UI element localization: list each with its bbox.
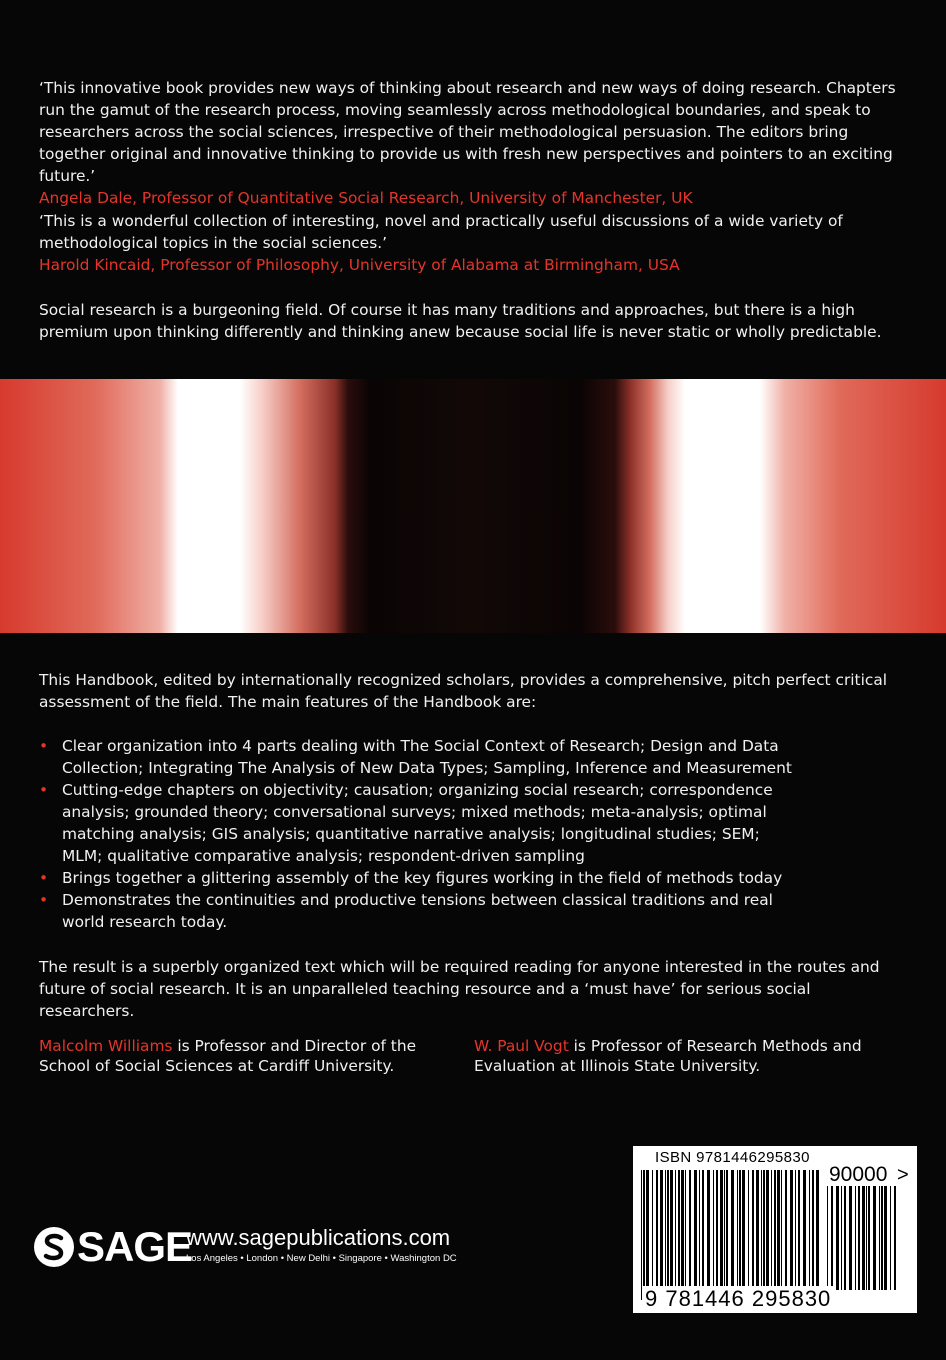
list-item: • Cutting-edge chapters on objectivity; causation; organizing social research; correspondence analysis; grounded theory; conversational surveys; mixed methods; meta-analysis; optimal matching analysis; GIS analysis; quantitative narrative analysis; longitudinal studies; SEM; MLM; qualitative comparative analysis; respondent-driven sampling [39, 781, 773, 865]
barcode-bar [785, 1170, 787, 1300]
editor-bio-williams [39, 1036, 434, 1076]
quote-attribution: Harold Kincaid, Professor of Philosophy, University of Alabama at Birmingham, USA [39, 256, 680, 274]
barcode-bar [827, 1186, 828, 1290]
barcode-bar [790, 1170, 793, 1300]
barcode-bar [771, 1170, 772, 1300]
barcode-bar [858, 1186, 860, 1290]
addon-price-code: 90000 [829, 1163, 888, 1186]
editor-bio-text: is Professor of Research Methods and Evaluation at Illinois State University. [474, 1037, 862, 1075]
barcode-bar [756, 1170, 759, 1300]
barcode-bar [881, 1186, 883, 1290]
barcode-bar [716, 1170, 718, 1300]
editor-name: W. Paul Vogt [474, 1037, 569, 1055]
list-item: • Demonstrates the continuities and productive tensions between classical traditions and real world research today. [39, 891, 773, 931]
light-band-image [0, 379, 946, 633]
addon-barcode-bars [827, 1186, 897, 1290]
barcode-bar [803, 1170, 806, 1300]
isbn-label: ISBN 9781446295830 [655, 1149, 810, 1166]
publisher-cities: Los Angeles • London • New Delhi • Singapore • Washington DC [186, 1253, 457, 1264]
barcode-bar [763, 1170, 765, 1300]
barcode-bar [665, 1170, 666, 1300]
barcode-bar [812, 1170, 814, 1300]
barcode-bar [737, 1170, 738, 1300]
logo-wordmark: SAGE [77, 1223, 193, 1270]
barcode-bar [841, 1186, 842, 1290]
quote-attribution: Angela Dale, Professor of Quantitative Social Research, University of Manchester, UK [39, 189, 693, 207]
barcode-bar [844, 1186, 846, 1290]
barcode-bar [748, 1170, 749, 1300]
barcode-bar [849, 1186, 852, 1290]
barcode-bar [862, 1186, 865, 1290]
barcode-bar [795, 1170, 796, 1300]
barcode-bar [868, 1186, 870, 1290]
barcode-bar [699, 1170, 700, 1300]
barcode-bar [726, 1170, 728, 1300]
barcode-bar [742, 1170, 745, 1300]
bullet-icon: • [39, 737, 49, 755]
barcode-bar [866, 1186, 867, 1290]
barcode-bar [781, 1170, 782, 1300]
barcode-bar [681, 1170, 684, 1300]
barcode-bar [879, 1186, 880, 1290]
barcode-bar [766, 1170, 769, 1300]
addon-arrow-icon: > [897, 1164, 909, 1186]
barcode-bar [646, 1170, 649, 1300]
barcode-bar [643, 1170, 645, 1300]
ean-digits: 9 781446 295830 [645, 1286, 832, 1311]
publisher-site [186, 1226, 457, 1264]
list-item: • Brings together a glittering assembly of the key figures working in the field of methods today [39, 869, 783, 887]
endorsement-quote-2 [39, 210, 907, 276]
barcode-bar [675, 1170, 676, 1300]
intro-paragraph: Social research is a burgeoning field. Of course it has many traditions and approaches, but there is a high premium upon thinking differently and thinking anew because social life is never static or wholly predictable. [39, 301, 882, 341]
bullet-icon: • [39, 869, 49, 887]
sage-circle-s-icon [33, 1226, 75, 1268]
barcode-bar [890, 1186, 891, 1290]
editor-name: Malcolm Williams [39, 1037, 173, 1055]
editor-bio-vogt [474, 1036, 874, 1076]
publisher-url[interactable]: www.sagepublications.com [186, 1225, 451, 1250]
barcode-bar [739, 1170, 741, 1300]
quote-text: ‘This is a wonderful collection of interesting, novel and practically useful discussions of a wide variety of methodological topics in the social sciences.’ [39, 212, 843, 252]
barcode-bar [774, 1170, 776, 1300]
barcode-bar [894, 1186, 896, 1290]
barcode-bar [713, 1170, 714, 1300]
barcode-bar [873, 1186, 876, 1290]
barcode-bar [685, 1170, 686, 1300]
barcode-bar [702, 1170, 704, 1300]
barcode-bar [656, 1170, 658, 1300]
barcode-bar [720, 1170, 723, 1300]
features-list [39, 735, 799, 933]
barcode-bar [670, 1170, 673, 1300]
barcode-bar [761, 1170, 762, 1300]
barcode-bar [652, 1170, 653, 1300]
barcode-bar [855, 1186, 856, 1290]
barcode-bar [694, 1170, 697, 1300]
barcode-bar [836, 1186, 839, 1290]
barcode-bar [831, 1186, 833, 1290]
barcode-bar [777, 1170, 780, 1300]
handbook-intro: This Handbook, edited by internationally recognized scholars, provides a comprehensive, pitch perfect critical assessment of the field. The main features of the Handbook are: [39, 671, 888, 711]
quote-text: ‘This innovative book provides new ways of thinking about research and new ways of doing research. Chapters run the gamut of the research process, moving seamlessly across methodological boundaries, and speak to researchers across the social sciences, irrespective of their methodological persuasion. The editors bring together original and innovative thinking to provide us with fresh new perspectives and pointers to an exciting future.’ [39, 79, 896, 185]
barcode-bar [816, 1170, 819, 1300]
isbn-barcode [633, 1146, 917, 1313]
barcode-bar [641, 1170, 642, 1300]
barcode-bar [678, 1170, 680, 1300]
sage-logo [33, 1223, 193, 1270]
conclusion-paragraph: The result is a superbly organized text which will be required reading for anyone interested in the routes and future of social research. It is an unparalleled teaching resource and a ‘must have’ for serious social researchers. [39, 958, 880, 1020]
barcode-bar [724, 1170, 725, 1300]
barcode-bar [809, 1170, 810, 1300]
barcode-bar [884, 1186, 887, 1290]
bullet-icon: • [39, 891, 49, 909]
barcode-bar [707, 1170, 710, 1300]
barcode-bar [667, 1170, 669, 1300]
editor-bio-text: is Professor and Director of the School of Social Sciences at Cardiff University. [39, 1037, 417, 1075]
ean-barcode-bars [641, 1170, 821, 1300]
barcode-bar [752, 1170, 754, 1300]
barcode-bar [731, 1170, 734, 1300]
barcode-bar [689, 1170, 691, 1300]
barcode-bar [798, 1170, 800, 1300]
barcode-bar [660, 1170, 663, 1300]
endorsement-quote-1 [39, 77, 907, 209]
list-item: • Clear organization into 4 parts dealing with The Social Context of Research; Design and Data Collection; Integrating The Analysis of New Data Types; Sampling, Inference and Measurement [39, 737, 792, 777]
bullet-icon: • [39, 781, 49, 799]
